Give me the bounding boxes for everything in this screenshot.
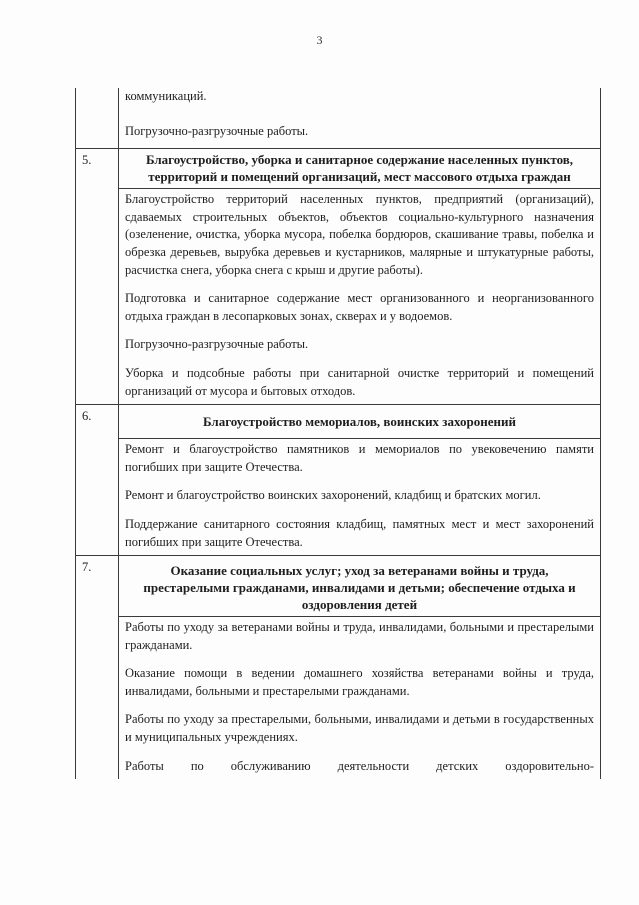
section-item: Поддержание санитарного состояния кладбищ, памятных мест и мест захоронений погибших при защите Отечества. xyxy=(125,516,594,549)
section-body xyxy=(119,617,601,780)
continuation-cell xyxy=(119,88,601,149)
section-item: Работы по обслуживанию деятельности детских оздоровительно- xyxy=(125,758,594,773)
section-title: Благоустройство мемориалов, воинских захоронений xyxy=(119,405,601,439)
section-item: Оказание помощи в ведении домашнего хозяйства ветеранами войны и труда, инвалидами, больными и престарелыми гражданами. xyxy=(125,666,594,698)
continuation-row xyxy=(76,88,601,149)
section-body xyxy=(119,439,601,556)
section-item: Уборка и подсобные работы при санитарной очистке территорий и помещений организаций от мусора и бытовых отходов. xyxy=(125,365,594,398)
page-number: 3 xyxy=(316,33,323,47)
section-item: Работы по уходу за престарелыми, больными, инвалидами и детьми в государственных и муниципальных учреждениях. xyxy=(125,712,594,745)
section-item: Ремонт и благоустройство памятников и мемориалов по увековечению памяти погибших при защите Отечества. xyxy=(125,442,594,474)
section-body-row xyxy=(76,189,601,405)
continuation-item-1: коммуникаций. xyxy=(125,89,207,103)
section-body xyxy=(119,189,601,405)
section-item: Благоустройство территорий населенных пунктов, предприятий (организаций), сдаваемых строительных объектов, объектов социально-культурного назначения (озеленение, очистка, уборка мусора, побелка бордюров, скашивание травы, побелка и обрезка деревьев, вырубка деревьев и кустарников, малярные и штукатурные работы, расчистка снега, уборка снега с крыш и другие работы). xyxy=(125,192,594,277)
section-item: Подготовка и санитарное содержание мест организованного и неорганизованного отдыха граждан в лесопарковых зонах, скверах и у водоемов. xyxy=(125,291,594,323)
section-title: Оказание социальных услуг; уход за ветеранами войны и труда, престарелыми гражданами, инвалидами и детьми; обеспечение отдыха и оздоровления детей xyxy=(119,556,601,617)
section-item: Ремонт и благоустройство воинских захоронений, кладбищ и братских могил. xyxy=(125,488,541,503)
works-table xyxy=(75,88,601,779)
section-title: Благоустройство, уборка и санитарное содержание населенных пунктов, территорий и помещений организаций, мест массового отдыха граждан xyxy=(119,149,601,189)
section-header-row xyxy=(76,149,601,189)
section-number: 7. xyxy=(76,556,119,780)
section-body-row xyxy=(76,439,601,556)
section-number: 6. xyxy=(76,405,119,556)
section-header-row xyxy=(76,556,601,617)
row-number-cell xyxy=(76,88,119,149)
continuation-item-2: Погрузочно-разгрузочные работы. xyxy=(125,123,309,138)
section-body-row xyxy=(76,617,601,780)
section-item: Работы по уходу за ветеранами войны и труда, инвалидами, больными и престарелыми гражданами. xyxy=(125,620,594,652)
section-number: 5. xyxy=(76,149,119,405)
section-header-row xyxy=(76,405,601,439)
section-item: Погрузочно-разгрузочные работы. xyxy=(125,337,309,352)
